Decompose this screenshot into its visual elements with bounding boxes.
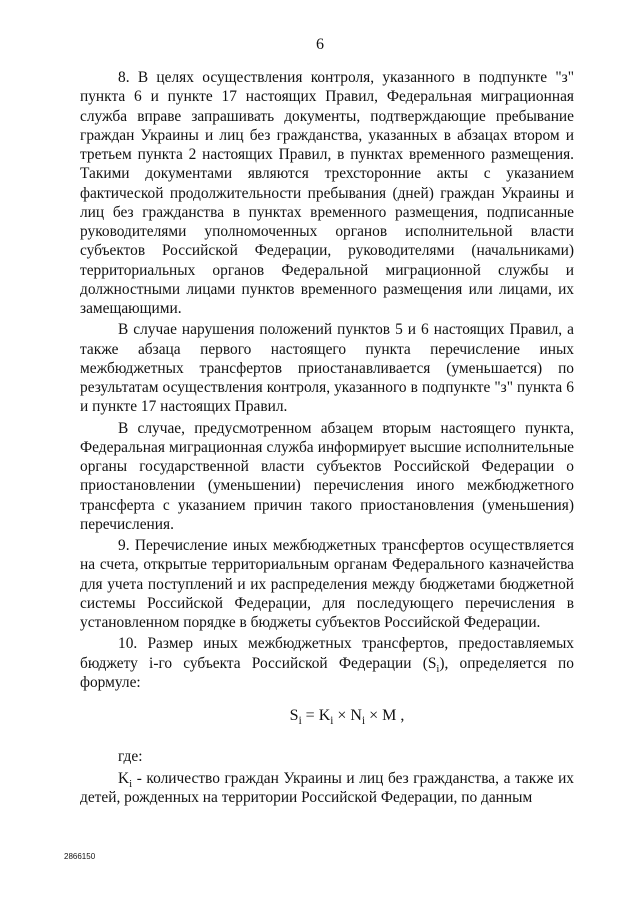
formula-n: N	[350, 707, 362, 724]
paragraph-10	[80, 634, 574, 692]
paragraph-10-text: 10. Размер иных межбюджетных трансфертов, предоставляемых бюджету i-го субъекта Российской Федерации (S	[80, 635, 574, 672]
formula-s: S	[289, 707, 299, 724]
page-number: 6	[316, 36, 324, 53]
formula-s-sub: i	[298, 715, 302, 728]
ki-text: - количество граждан Украины и лиц без гражданства, а также их детей, рожденных на территории Российской Федерации, по данным	[80, 769, 574, 806]
ki-symbol: K	[118, 769, 130, 787]
where-label: где:	[118, 748, 143, 766]
paragraph-10-text-end: ), определяется по формуле:	[80, 654, 574, 691]
formula	[80, 706, 574, 728]
paragraph-8-violation: В случае нарушения положений пунктов 5 и 6 настоящих Правил, а также абзаца первого настоящего пункта перечисление иных межбюджетных трансфертов приостанавливается (уменьшается) по результатам осуществления контроля, указанного в подпункте "з" пункта 6 и пункте 17 настоящих Правил.	[80, 321, 574, 416]
document-body	[80, 68, 574, 809]
paragraph-8-informing: В случае, предусмотренном абзацем вторым настоящего пункта, Федеральная миграционная служба информирует высшие исполнительные органы государственной власти субъектов Российской Федерации о приостановлении (уменьшении) перечисления иного межбюджетного трансферта с указанием причин такого приостановления (уменьшения) перечисления.	[80, 419, 574, 533]
formula-end: ,	[396, 707, 405, 724]
formula-k: K	[318, 707, 331, 724]
paragraph-8: 8. В целях осуществления контроля, указанного в подпункте "з" пункта 6 и пункте 17 настоящих Правил, Федеральная миграционная служба вправе запрашивать документы, подтверждающие пребывание граждан Украины и лиц без гражданства, указанных в абзацах втором и третьем пункта 2 настоящих Правил, в пунктах временного размещения. Такими документами являются трехсторонние акты с указанием фактической продолжительности пребывания (дней) граждан Украины и лиц без гражданства в пунктах временного размещения, подписанные руководителями уполномоченных органов исполнительной власти субъектов Российской Федерации, руководителями (начальниками) территориальных органов Федеральной миграционной службы и должностными лицами пунктов временного размещения или лицами, их замещающими.	[80, 69, 574, 317]
document-code: 2866150	[64, 852, 96, 861]
ki-definition	[80, 769, 574, 808]
paragraph-9: 9. Перечисление иных межбюджетных трансфертов осуществляется на счета, открытые территориальным органам Федерального казначейства для учета поступлений и их распределения между бюджетами бюджетной системы Российской Федерации, для последующего перечисления в установленном порядке в бюджеты субъектов Российской Федерации.	[80, 537, 574, 631]
paragraph-10-subscript: i	[436, 662, 440, 675]
formula-equals: =	[301, 707, 319, 724]
formula-times-1: ×	[333, 707, 351, 724]
formula-k-sub: i	[330, 715, 334, 728]
formula-n-sub: i	[361, 715, 366, 728]
ki-subscript: i	[129, 777, 133, 790]
formula-m: M	[382, 707, 397, 724]
formula-times-2: ×	[365, 707, 383, 724]
